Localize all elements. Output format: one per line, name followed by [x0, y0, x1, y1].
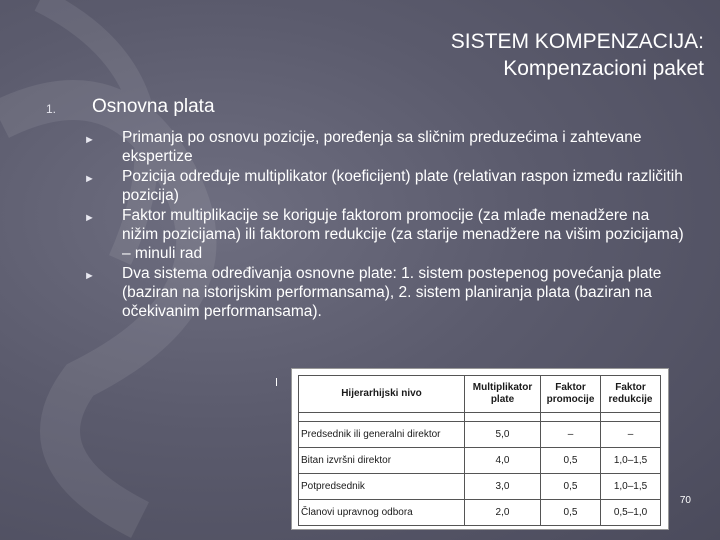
cell-reduction: 1,0–1,5 [601, 474, 661, 500]
bullet-item [84, 206, 684, 263]
cell-promotion: 0,5 [541, 474, 601, 500]
cell-promotion: – [541, 422, 601, 448]
header-level: Hijerarhijski nivo [299, 376, 465, 413]
bullet-item [84, 167, 684, 205]
bullet-text: Faktor multiplikacije se koriguje faktorom promocije (za mlađe menadžere na nižim pozicijama) ili faktorom redukcije (za starije menadžere na višim pozicijama) – minuli rad [122, 207, 684, 262]
arrow-bullet-icon: ► [84, 173, 95, 185]
bullet-list [84, 128, 684, 322]
cell-multiplier: 2,0 [465, 500, 541, 526]
arrow-bullet-icon: ► [84, 134, 95, 146]
section-number: 1. [46, 102, 57, 116]
cell-level: Predsednik ili generalni direktor [299, 422, 465, 448]
compensation-table-image [291, 368, 669, 530]
slide-title-line2: Kompenzacioni paket [503, 57, 704, 80]
compensation-table [298, 375, 661, 526]
arrow-bullet-icon: ► [84, 212, 95, 224]
bullet-text: Primanja po osnovu pozicije, poređenja sa sličnim preduzećima i zahtevane ekspertize [122, 129, 642, 165]
arrow-bullet-icon: ► [84, 270, 95, 282]
cell-level: Potpredsednik [299, 474, 465, 500]
header-promotion: Faktor promocije [541, 376, 601, 413]
bullet-item [84, 264, 684, 321]
cell-multiplier: 4,0 [465, 448, 541, 474]
cell-multiplier: 3,0 [465, 474, 541, 500]
bullet-item [84, 128, 684, 166]
bullet-text: Pozicija određuje multiplikator (koeficijent) plate (relativan raspon između različitih pozicija) [122, 168, 683, 204]
cell-promotion: 0,5 [541, 500, 601, 526]
slide-title-line1: SISTEM KOMPENZACIJA: [450, 30, 704, 53]
page-number: 70 [679, 495, 691, 506]
table-header-row [299, 376, 661, 413]
header-reduction: Faktor redukcije [601, 376, 661, 413]
table-row [299, 422, 661, 448]
bullet-text: Dva sistema određivanja osnovne plate: 1. sistem postepenog povećanja plate (baziran na istorijskim performansama), 2. sistem planiranja plata (baziran na očekivanim performansama). [122, 265, 662, 320]
cell-reduction: 0,5–1,0 [601, 500, 661, 526]
table-row [299, 500, 661, 526]
slide-title [451, 28, 704, 82]
section-heading: Osnovna plata [92, 96, 215, 117]
stray-mark [276, 378, 277, 386]
header-multiplier: Multiplikator plate [465, 376, 541, 413]
cell-reduction: 1,0–1,5 [601, 448, 661, 474]
cell-level: Članovi upravnog odbora [299, 500, 465, 526]
cell-promotion: 0,5 [541, 448, 601, 474]
cell-reduction: – [601, 422, 661, 448]
cell-level: Bitan izvršni direktor [299, 448, 465, 474]
cell-multiplier: 5,0 [465, 422, 541, 448]
table-row [299, 448, 661, 474]
table-row [299, 474, 661, 500]
